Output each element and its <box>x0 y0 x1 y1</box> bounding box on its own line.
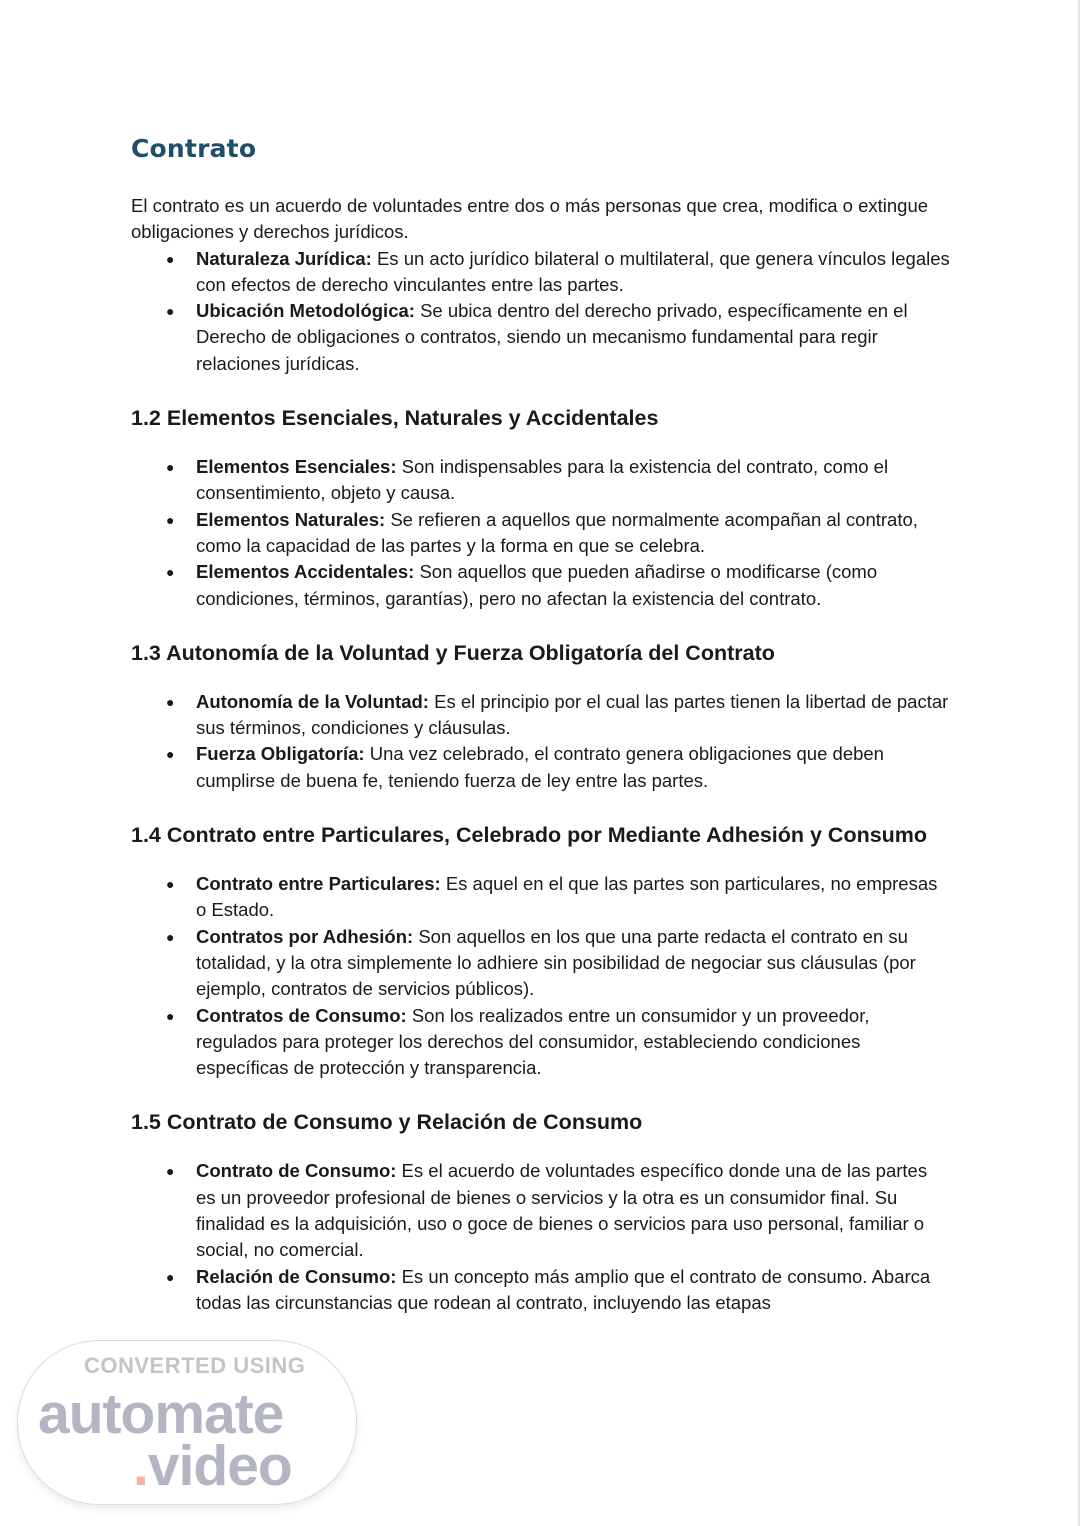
list-item <box>131 924 951 1003</box>
bullet-icon: ● <box>166 876 175 893</box>
watermark-logo-video <box>133 1433 292 1499</box>
bullet-icon: ● <box>166 511 175 528</box>
bullet-text: Es un concepto más amplio que el contrato de consumo. Abarca todas las circunstancias que rodean al contrato, incluyendo las etapas <box>196 1265 931 1313</box>
section-heading: 1.5 Contrato de Consumo y Relación de Consumo <box>131 1110 643 1135</box>
bullet-term: Contrato de Consumo: <box>196 1160 397 1182</box>
bullet-text: Se refieren a aquellos que normalmente acompañan al contrato, como la capacidad de las partes y la forma en que se celebra. <box>196 508 918 556</box>
bullet-list <box>131 454 951 612</box>
bullet-icon: ● <box>166 250 175 267</box>
bullet-term: Elementos Esenciales: <box>196 456 397 478</box>
bullet-icon: ● <box>166 1268 175 1285</box>
watermark-caption: CONVERTED USING <box>84 1353 306 1378</box>
section-1-5 <box>131 1107 951 1316</box>
section-heading: 1.3 Autonomía de la Voluntad y Fuerza Obligatoría del Contrato <box>131 640 775 665</box>
list-item <box>131 559 951 612</box>
bullet-term: Elementos Naturales: <box>196 508 386 530</box>
bullet-list <box>131 871 951 1081</box>
bullet-icon: ● <box>166 303 175 320</box>
bullet-text: Es el principio por el cual las partes tienen la libertad de pactar sus términos, condiciones y cláusulas. <box>196 690 949 739</box>
bullet-term: Ubicación Metodológica: <box>196 300 415 322</box>
bullet-text: Es un acto jurídico bilateral o multilateral, que genera vínculos legales con efectos de derecho vinculantes entre las partes. <box>196 247 950 295</box>
bullet-text: Es el acuerdo de voluntades específico donde una de las partes es un proveedor profesional de bienes o servicios y la otra es un consumidor final. Su finalidad es la adquisición, uso o goce de bienes o servicios para uso personal, familiar o social, no comercial. <box>196 1160 928 1261</box>
bullet-icon: ● <box>166 693 175 710</box>
list-item <box>131 507 951 560</box>
bullet-text: Son indispensables para la existencia del contrato, como el consentimiento, objeto y causa. <box>196 456 889 504</box>
section-1-4 <box>131 820 951 1081</box>
document-title: Contrato <box>131 134 257 163</box>
bullet-icon: ● <box>166 928 175 945</box>
watermark-video-text: video <box>147 1434 292 1498</box>
bullet-term: Contratos de Consumo: <box>196 1004 407 1026</box>
bullet-icon: ● <box>166 1163 175 1180</box>
bullet-icon: ● <box>166 459 175 476</box>
section-1-2 <box>131 403 951 612</box>
bullet-list <box>131 1158 951 1316</box>
bullet-term: Relación de Consumo: <box>196 1265 397 1287</box>
bullet-text: Se ubica dentro del derecho privado, específicamente en el Derecho de obligaciones o contratos, siendo un mecanismo fundamental para regir relaciones jurídicas. <box>196 300 908 374</box>
section-1-3 <box>131 638 951 794</box>
bullet-term: Elementos Accidentales: <box>196 561 415 583</box>
watermark-dot: . <box>133 1434 148 1498</box>
document-body <box>131 131 951 1316</box>
intro-bullet-list <box>131 246 951 377</box>
list-item <box>131 1158 951 1263</box>
bullet-text: Son los realizados entre un consumidor y un proveedor, regulados para proteger los derechos del consumidor, estableciendo condiciones específicas de protección y transparencia. <box>196 1004 870 1079</box>
bullet-icon: ● <box>166 564 175 581</box>
list-item <box>131 871 951 924</box>
bullet-text: Son aquellos que pueden añadirse o modificarse (como condiciones, términos, garantías), pero no afectan la existencia del contrato. <box>196 561 878 609</box>
bullet-text: Una vez celebrado, el contrato genera obligaciones que deben cumplirse de buena fe, teniendo fuerza de ley entre las partes. <box>196 743 884 791</box>
bullet-term: Contrato entre Particulares: <box>196 873 441 895</box>
list-item <box>131 1264 951 1317</box>
list-item <box>131 298 951 377</box>
watermark-logo-automate: automate <box>38 1382 284 1446</box>
list-item <box>131 246 951 299</box>
list-item <box>131 454 951 507</box>
section-heading: 1.2 Elementos Esenciales, Naturales y Accidentales <box>131 406 659 431</box>
bullet-term: Autonomía de la Voluntad: <box>196 690 429 712</box>
section-heading: 1.4 Contrato entre Particulares, Celebrado por Mediante Adhesión y Consumo <box>131 823 928 848</box>
intro-paragraph: El contrato es un acuerdo de voluntades entre dos o más personas que crea, modifica o extingue obligaciones y derechos jurídicos. <box>131 195 929 243</box>
bullet-icon: ● <box>166 1007 175 1024</box>
bullet-text: Es aquel en el que las partes son particulares, no empresas o Estado. <box>196 873 938 921</box>
watermark-badge <box>17 1340 357 1505</box>
list-item <box>131 1003 951 1082</box>
bullet-list <box>131 689 951 794</box>
bullet-icon: ● <box>166 746 175 763</box>
list-item <box>131 689 951 742</box>
bullet-term: Fuerza Obligatoría: <box>196 743 365 765</box>
list-item <box>131 741 951 794</box>
bullet-term: Contratos por Adhesión: <box>196 925 414 947</box>
bullet-term: Naturaleza Jurídica: <box>196 247 372 269</box>
bullet-text: Son aquellos en los que una parte redacta el contrato en su totalidad, y la otra simplemente lo adhiere sin posibilidad de negociar sus cláusulas (por ejemplo, contratos de servicios públicos). <box>196 925 916 1000</box>
